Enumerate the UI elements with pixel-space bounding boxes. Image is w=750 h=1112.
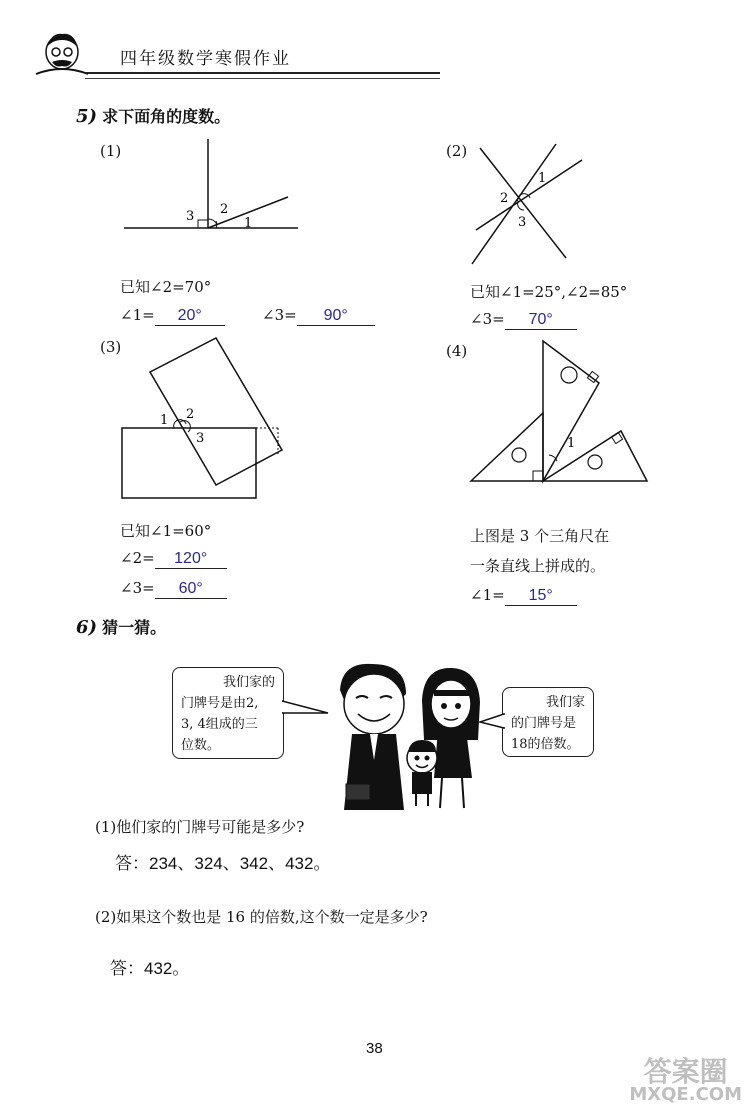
watermark-bottom: MXQE.COM: [629, 1084, 742, 1105]
p2-angle3-label: 3: [518, 215, 527, 230]
p2-a3-value: 70°: [505, 311, 577, 330]
p2-label: (2): [446, 142, 468, 160]
p4-a1-value: 15°: [505, 587, 577, 606]
p3-angle2-label: 2: [186, 407, 195, 422]
p1-given: 已知∠2=70°: [120, 278, 212, 296]
bubble-mom-line3: 18的倍数。: [511, 737, 580, 752]
p1-answer3: [262, 306, 375, 326]
p2-given: 已知∠1=25°,∠2=85°: [470, 283, 628, 301]
bubble-dad-line1: 我们家的: [222, 675, 275, 690]
p1-answer1: [120, 306, 225, 326]
header-title: 四年级数学寒假作业: [120, 49, 291, 69]
p3-figure: [118, 330, 298, 505]
p1-angle1-label: 1: [244, 216, 253, 231]
p3-angle3-label: 3: [196, 431, 205, 446]
header-rule: [85, 72, 440, 74]
family-illustration: [330, 660, 505, 810]
q6-ans2: 答：432。: [110, 959, 190, 978]
speech-bubble-dad: [172, 667, 284, 759]
page-number: 38: [366, 1040, 383, 1057]
q5-title: 求下面角的度数。: [102, 107, 231, 126]
p4-desc2: 一条直线上拼成的。: [470, 557, 606, 575]
q6-heading: [76, 615, 166, 638]
p3-a2-label: ∠2=: [120, 549, 155, 567]
p2-answer3: [470, 310, 577, 330]
p3-answer3: [120, 579, 227, 599]
q6-number: 6: [76, 617, 89, 638]
p1-a1-label: ∠1=: [120, 306, 155, 324]
p4-answer1: [470, 586, 577, 606]
bubble-mom-line2: 的门牌号是: [511, 716, 577, 731]
bubble-dad-tail: [282, 695, 332, 725]
header-mascot: [32, 30, 92, 80]
p4-figure: [465, 335, 650, 485]
q6-bracket: ): [88, 617, 98, 638]
p2-angle2-label: 2: [500, 191, 509, 206]
q6-title: 猜一猜。: [102, 618, 167, 637]
p4-label: (4): [446, 342, 468, 360]
q5-heading: [76, 104, 230, 127]
p3-label: (3): [100, 338, 122, 356]
bubble-mom-line1: 我们家: [545, 695, 585, 710]
p2-a3-label: ∠3=: [470, 310, 505, 328]
p3-a3-value: 60°: [155, 580, 227, 599]
p1-a1-value: 20°: [155, 307, 225, 326]
child-figure: [407, 740, 437, 806]
p1-angle2-label: 2: [220, 202, 229, 217]
p1-figure: [120, 135, 310, 245]
p4-a1-label: ∠1=: [470, 586, 505, 604]
p1-angle3-label: 3: [186, 209, 195, 224]
dad-figure: [340, 664, 406, 810]
p3-a3-label: ∠3=: [120, 579, 155, 597]
p3-angle1-label: 1: [160, 413, 169, 428]
bubble-dad-line4: 位数。: [181, 738, 221, 753]
p2-figure: [466, 138, 586, 268]
q6-ans1: 答：234、324、342、432。: [115, 854, 331, 873]
p3-a2-value: 120°: [155, 550, 227, 569]
q5-number: 5: [76, 106, 89, 127]
bubble-dad-line3: 3, 4组成的三: [181, 717, 258, 732]
p1-a3-label: ∠3=: [262, 306, 297, 324]
q6-sub2: (2)如果这个数也是 16 的倍数,这个数一定是多少?: [95, 908, 428, 926]
p1-a3-value: 90°: [297, 307, 375, 326]
p1-label: (1): [100, 142, 122, 160]
p3-given: 已知∠1=60°: [120, 522, 212, 540]
q5-bracket: ): [88, 106, 98, 127]
p3-answer2: [120, 549, 227, 569]
site-watermark: [629, 1055, 742, 1105]
watermark-top: 答案圈: [643, 1055, 728, 1088]
p2-angle1-label: 1: [538, 171, 547, 186]
p4-angle1-label: 1: [567, 436, 576, 451]
p4-desc1: 上图是 3 个三角尺在: [470, 527, 610, 545]
bubble-dad-line2: 门牌号是由2,: [181, 696, 259, 711]
header-rule-thin: [85, 78, 440, 79]
speech-bubble-mom: [502, 687, 594, 757]
q6-sub1: (1)他们家的门牌号可能是多少?: [95, 818, 305, 836]
